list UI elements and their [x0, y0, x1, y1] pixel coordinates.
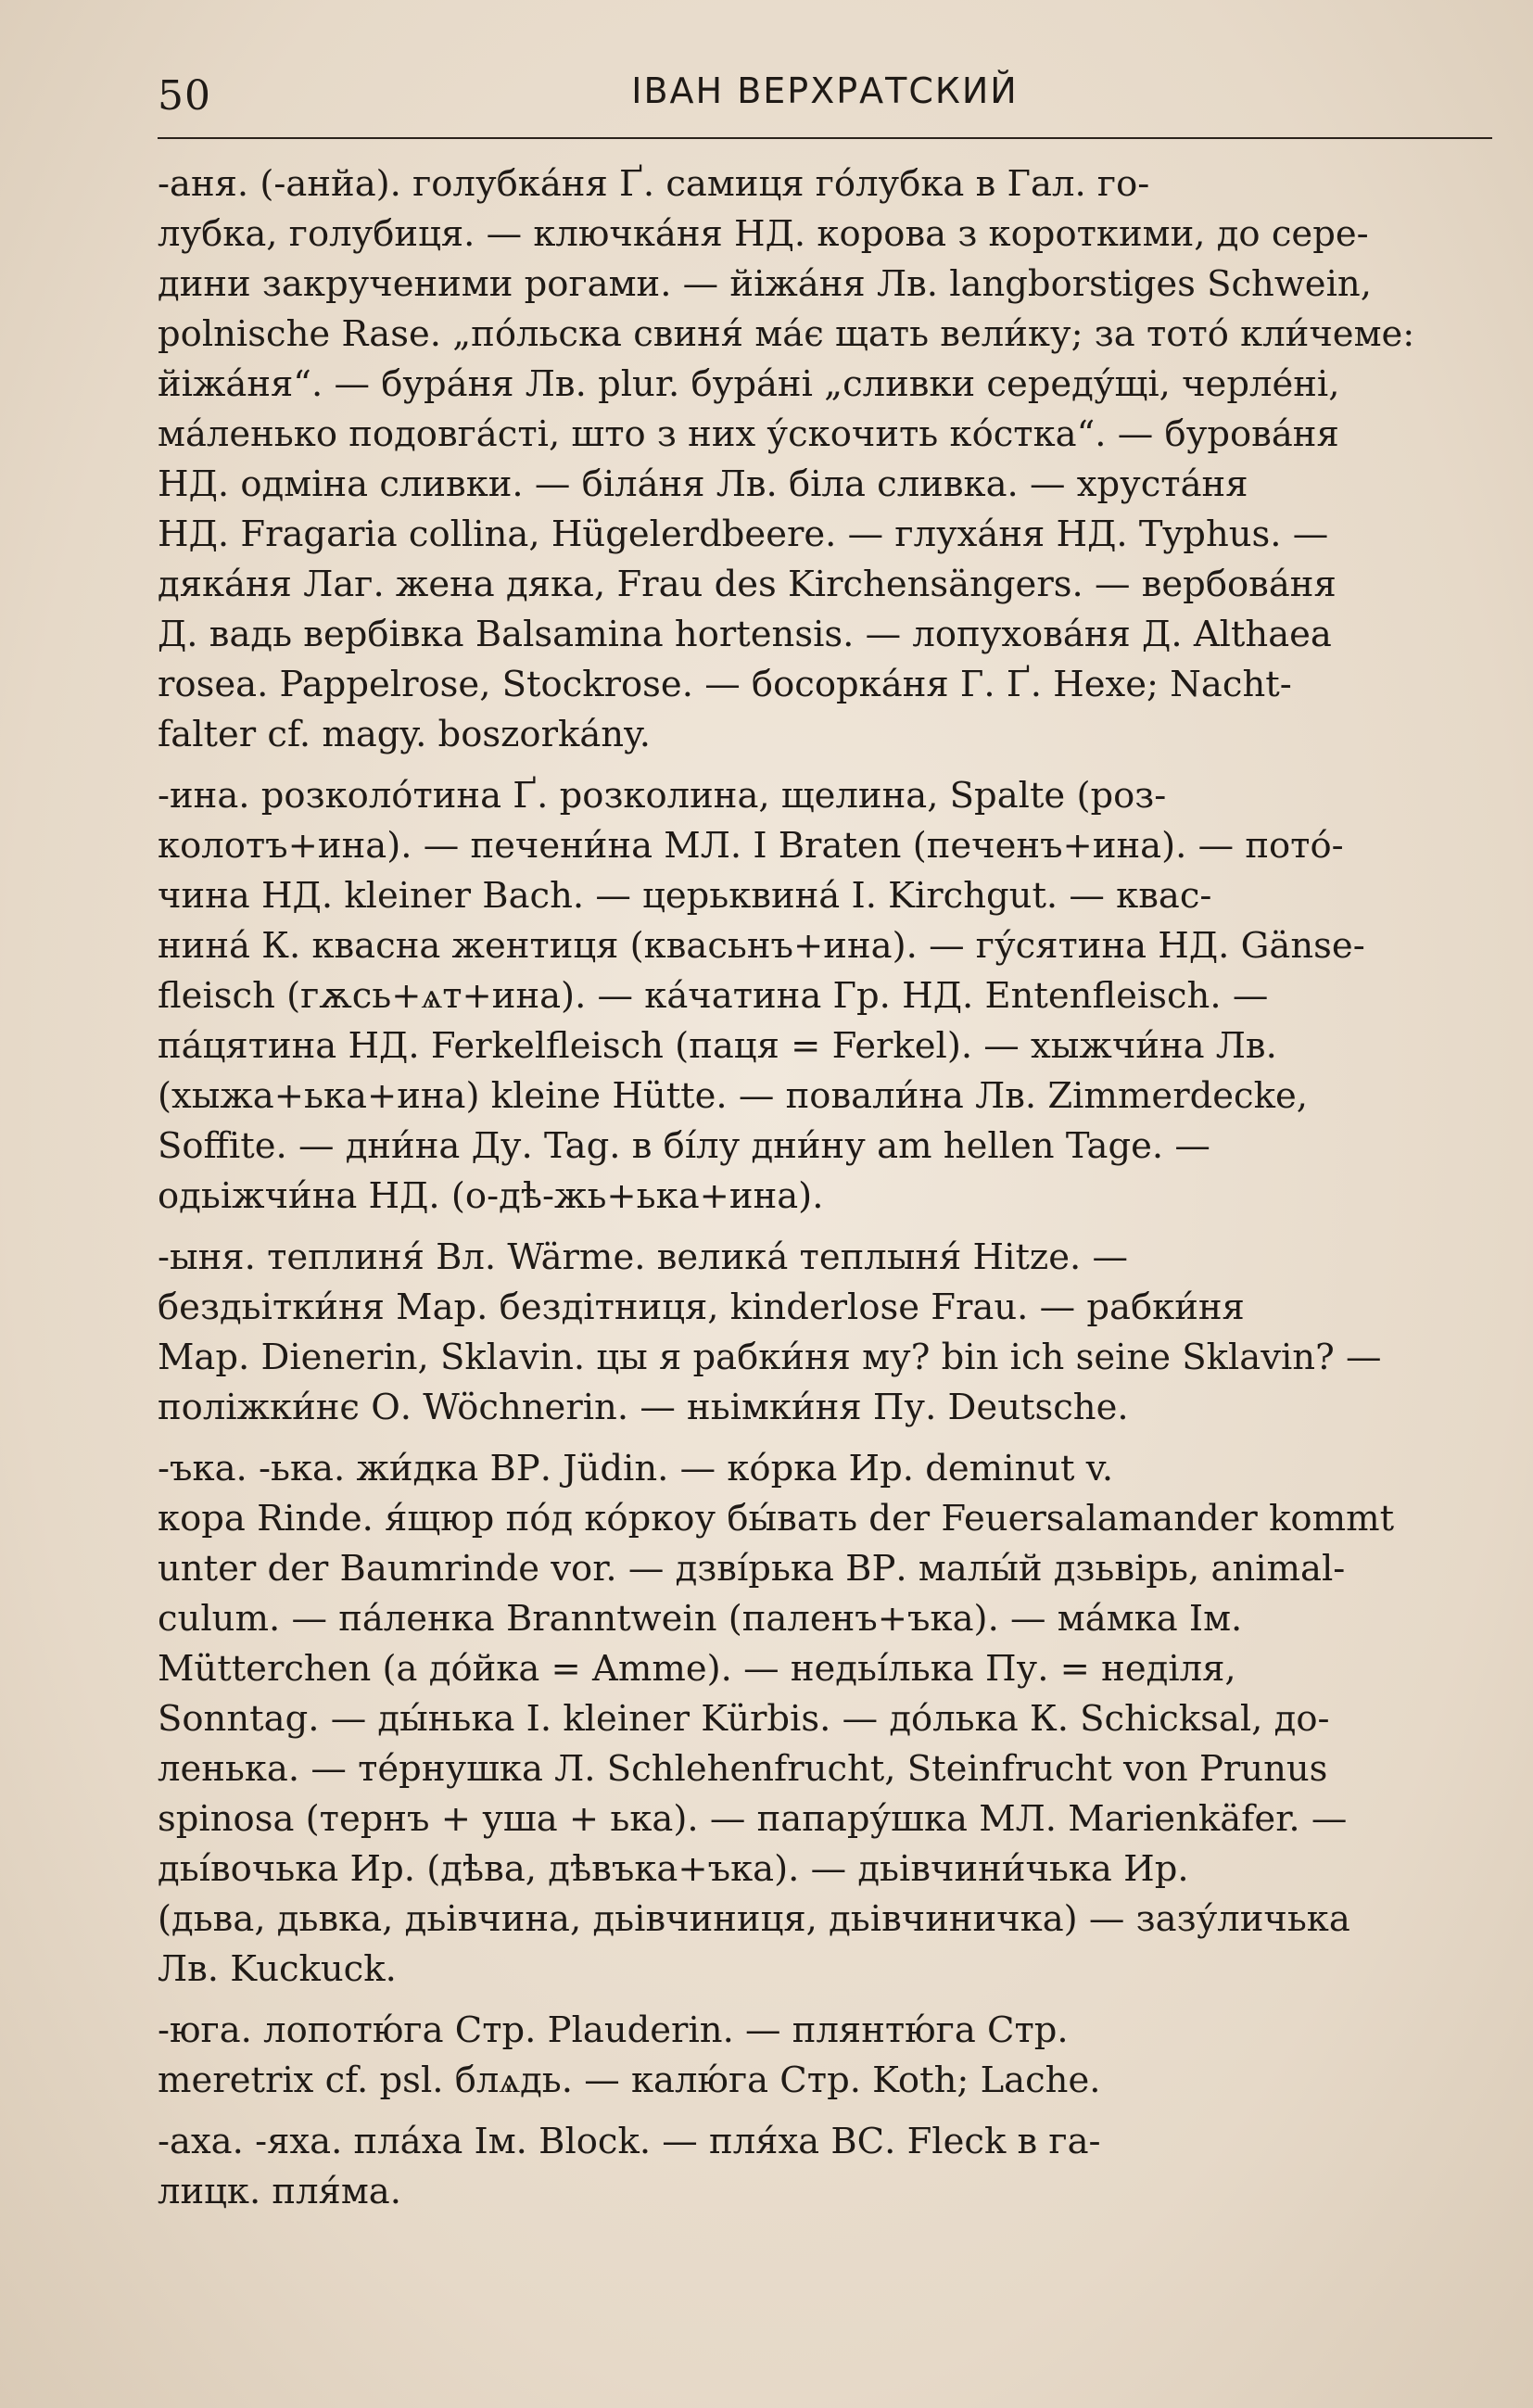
text-line: polnische Rase. „по́льска свиня́ ма́є щать вели́ку; за тото́ кли́чеме:	[158, 313, 1415, 355]
text-line: лицк. пля́ма.	[158, 2171, 401, 2212]
paragraph-suffix-ina	[158, 771, 1492, 1222]
text-line: culum. — па́ленка Branntwein (паленъ+ъка). — ма́мка Ім.	[158, 1598, 1243, 1640]
text-line: Мар. Dienerin, Sklavin. цы я рабки́ня му? bin ich seine Sklavin? —	[158, 1337, 1382, 1378]
text-line: лубка, голубиця. — ключка́ня НД. корова з короткими, до сере-	[158, 213, 1369, 255]
running-title: ІВАН ВЕРХРАТСКИЙ	[631, 70, 1019, 111]
paragraph-suffix-ka	[158, 1444, 1492, 1995]
text-line: па́цятина НД. Ferkelfleisch (паця = Ferkel). — хыжчи́на Лв.	[158, 1025, 1277, 1067]
text-line: одьіжчи́на НД. (о-дѣ-жь+ька+ина).	[158, 1175, 824, 1217]
paragraph-suffix-ynya	[158, 1233, 1492, 1433]
text-line: ма́ленько подовга́сті, што з них у́скочить ко́стка“. — бурова́ня	[158, 413, 1339, 455]
text-line: Mütterchen (а до́йка = Amme). — недьі́лька Пу. = неділя,	[158, 1648, 1236, 1690]
text-line: -аха. -яха. пла́ха Ім. Block. — пля́ха ВС. Fleck в га-	[158, 2121, 1101, 2162]
text-line: НД. Fragaria collina, Hügelerdbeere. — глуха́ня НД. Typhus. —	[158, 513, 1329, 555]
text-line: ленька. — те́рнушка Л. Schlehenfrucht, Steinfrucht von Prunus	[158, 1748, 1328, 1790]
text-line: fleisch (гѫсь+ѧт+ина). — ка́чатина Гр. НД. Entenfleisch. —	[158, 975, 1269, 1017]
text-line: Лв. Kuckuck.	[158, 1948, 397, 1990]
body-text	[158, 159, 1492, 2228]
text-line: meretrix cf. psl. блѧдь. — калю́га Стр. Koth; Lache.	[158, 2059, 1101, 2101]
paragraph-suffix-yuga	[158, 2006, 1492, 2106]
text-line: spinosa (тернъ + уша + ька). — папару́шка МЛ. Marienkäfer. —	[158, 1798, 1348, 1840]
text-line: -ыня. теплиня́ Вл. Wärme. велика́ теплыня́ Hitze. —	[158, 1236, 1128, 1278]
text-line: дяка́ня Лаг. жена дяка, Frau des Kirchensängers. — вербова́ня	[158, 564, 1337, 605]
text-line: Sonntag. — ды́нька І. kleiner Kürbis. — до́лька К. Schicksal, до-	[158, 1698, 1330, 1740]
text-line: бездьітки́ня Мар. бездітниця, kinderlose Frau. — рабки́ня	[158, 1286, 1245, 1328]
text-line: rosea. Pappelrose, Stockrose. — босорка́ня Г. Ґ. Hexe; Nacht-	[158, 664, 1292, 705]
text-line: (хыжа+ька+ина) kleine Hütte. — повали́на Лв. Zimmerdecke,	[158, 1075, 1308, 1117]
text-line: Soffite. — дни́на Ду. Tag. в бі́лу дни́ну am hellen Tage. —	[158, 1125, 1210, 1167]
paragraph-suffix-aha	[158, 2117, 1492, 2217]
page-header	[158, 65, 1492, 148]
text-line: falter cf. magy. boszorkány.	[158, 714, 651, 755]
text-line: -ина. розколо́тина Ґ. розколина, щелина, Spalte (роз-	[158, 775, 1167, 817]
text-line: нина́ К. квасна жентиця (квасьнъ+ина). — гу́сятина НД. Gänse-	[158, 925, 1365, 967]
text-line: чина НД. kleiner Bach. — церьквина́ І. Kirchgut. — квас-	[158, 875, 1212, 917]
text-line: Д. вадь вербівка Balsamina hortensis. — лопухова́ня Д. Althaea	[158, 614, 1332, 655]
text-line: дьі́вочька Ир. (дѣва, дѣвъка+ъка). — дьівчини́чька Ир.	[158, 1848, 1189, 1890]
text-line: unter der Baumrinde vor. — дзві́рька ВР. малы́й дзьвірь, animal-	[158, 1548, 1346, 1590]
text-line: йіжа́ня“. — бура́ня Лв. plur. бура́ні „сливки середу́щі, черле́ні,	[158, 363, 1340, 405]
text-line: НД. одміна сливки. — біла́ня Лв. біла сливка. — хруста́ня	[158, 463, 1248, 505]
text-line: дини закрученими рогами. — йіжа́ня Лв. langborstiges Schwein,	[158, 263, 1372, 305]
text-line: -ъка. -ька. жи́дка ВР. Jüdin. — ко́рка Ир. deminut v.	[158, 1448, 1114, 1489]
header-rule	[158, 137, 1492, 139]
page-number: 50	[158, 72, 211, 120]
text-line: -юга. лопотю́га Стр. Plauderin. — плянтю́га Стр.	[158, 2009, 1069, 2051]
text-line: -аня. (-анйа). голубка́ня Ґ. самиця го́лубка в Гал. го-	[158, 163, 1150, 205]
text-line: колотъ+ина). — печени́на МЛ. І Braten (печенъ+ина). — пото́-	[158, 825, 1344, 867]
paragraph-suffix-anya	[158, 159, 1492, 760]
text-line: кора Rinde. я́щюр по́д ко́ркоу бы́вать der Feuersalamander kommt	[158, 1498, 1395, 1540]
text-line: поліжки́нє О. Wöchnerin. — ньімки́ня Пу. Deutsche.	[158, 1387, 1129, 1428]
text-line: (дьва, дьвка, дьівчина, дьівчиниця, дьівчиничка) — зазу́личька	[158, 1898, 1350, 1940]
